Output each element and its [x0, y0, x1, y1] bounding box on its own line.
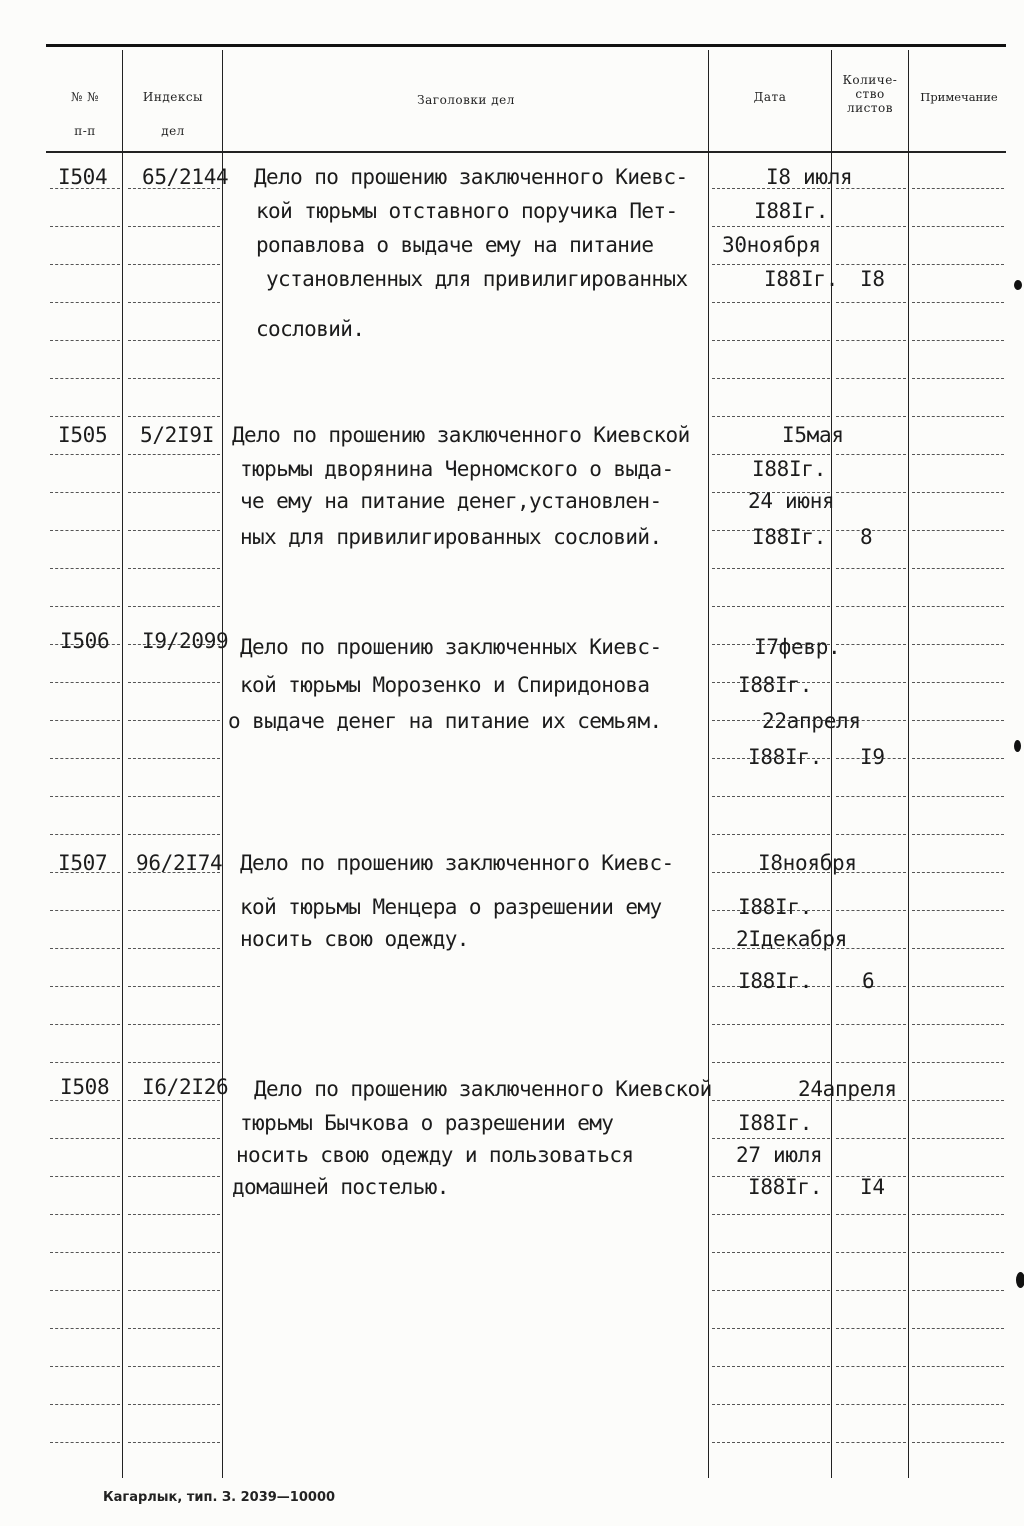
row-rule	[50, 416, 120, 417]
row-rule	[836, 644, 906, 645]
row-rule	[712, 1252, 830, 1253]
row-rule	[128, 340, 220, 341]
entry-number: I506	[60, 629, 110, 653]
column-divider	[708, 50, 709, 1478]
row-rule	[128, 416, 220, 417]
row-rule	[128, 1214, 220, 1215]
row-rule	[128, 834, 220, 835]
entry-date: I88Iг.	[748, 745, 823, 769]
row-rule	[912, 986, 1004, 987]
row-rule	[50, 264, 120, 265]
row-rule	[50, 1138, 120, 1139]
entry-date: I88Iг.	[738, 673, 813, 697]
row-rule	[712, 834, 830, 835]
entry-date: I88Iг.	[738, 1111, 813, 1135]
row-rule	[912, 188, 1004, 189]
header-notes: Примечание	[920, 90, 998, 104]
entry-title-line: кой тюрьмы Морозенко и Спиридонова	[240, 673, 650, 697]
row-rule	[50, 1214, 120, 1215]
column-divider	[122, 50, 123, 1478]
column-divider	[908, 50, 909, 1478]
scan-mark	[1014, 280, 1022, 290]
row-rule	[712, 1062, 830, 1063]
row-rule	[128, 1176, 220, 1177]
row-rule	[50, 910, 120, 911]
row-rule	[836, 1404, 906, 1405]
row-rule	[712, 1214, 830, 1215]
row-rule	[912, 1100, 1004, 1101]
row-rule	[912, 910, 1004, 911]
row-rule	[912, 264, 1004, 265]
row-rule	[912, 644, 1004, 645]
header-sheet-count: Количе- ство листов	[842, 73, 898, 115]
row-rule	[128, 264, 220, 265]
entry-index: 5/2I9I	[140, 423, 215, 447]
row-rule	[912, 1328, 1004, 1329]
entry-title-line: тюрьмы Бычкова о разрешении ему	[240, 1111, 614, 1135]
row-rule	[712, 606, 830, 607]
row-rule	[912, 568, 1004, 569]
row-rule	[912, 302, 1004, 303]
row-rule	[836, 1328, 906, 1329]
row-rule	[50, 1442, 120, 1443]
row-rule	[50, 454, 120, 455]
entry-title-line: ных для привилигированных сословий.	[240, 525, 662, 549]
row-rule	[712, 340, 830, 341]
row-rule	[912, 1062, 1004, 1063]
row-rule	[912, 1024, 1004, 1025]
row-rule	[128, 378, 220, 379]
entry-title-line: Дело по прошению заключенного Киевской	[254, 1077, 712, 1101]
entry-date: I5мая	[782, 423, 844, 447]
entry-number: I508	[60, 1075, 110, 1099]
row-rule	[712, 1328, 830, 1329]
row-rule	[128, 530, 220, 531]
row-rule	[836, 378, 906, 379]
entry-title-line: установленных для привилигированных	[266, 267, 688, 291]
entry-title-line: Дело по прошению заключенного Киевс-	[254, 165, 688, 189]
row-rule	[50, 758, 120, 759]
row-rule	[836, 492, 906, 493]
row-rule	[836, 1442, 906, 1443]
entry-date: I8 июля	[766, 165, 853, 189]
header-titles: Заголовки дел	[417, 93, 515, 107]
row-rule	[712, 1290, 830, 1291]
row-rule	[50, 1404, 120, 1405]
row-rule	[836, 910, 906, 911]
entry-title-line: че ему на питание денег,установлен-	[240, 489, 662, 513]
row-rule	[912, 682, 1004, 683]
entry-date: 24 июня	[748, 489, 835, 513]
entry-index: 65/2144	[142, 165, 229, 189]
entry-title-line: ропавлова о выдаче ему на питание	[256, 233, 654, 257]
header-num: № № п-п	[70, 90, 100, 138]
row-rule	[912, 1176, 1004, 1177]
row-rule	[50, 226, 120, 227]
entry-date: 2Iдекабря	[736, 927, 848, 951]
row-rule	[50, 302, 120, 303]
row-rule	[836, 1062, 906, 1063]
top-rule	[46, 44, 1006, 47]
row-rule	[128, 1290, 220, 1291]
row-rule	[712, 568, 830, 569]
row-rule	[712, 416, 830, 417]
scan-mark	[1016, 1272, 1024, 1288]
row-rule	[712, 378, 830, 379]
row-rule	[912, 378, 1004, 379]
row-rule	[836, 606, 906, 607]
row-rule	[50, 834, 120, 835]
row-rule	[128, 1062, 220, 1063]
row-rule	[912, 606, 1004, 607]
column-divider	[222, 50, 223, 1478]
entry-date: I88Iг.	[738, 969, 813, 993]
entry-number: I505	[58, 423, 108, 447]
entry-number: I504	[58, 165, 108, 189]
row-rule	[912, 834, 1004, 835]
row-rule	[50, 796, 120, 797]
entry-date: I88Iг.	[752, 457, 827, 481]
row-rule	[50, 1328, 120, 1329]
row-rule	[128, 948, 220, 949]
row-rule	[128, 1442, 220, 1443]
entry-sheet-count: 6	[862, 969, 875, 993]
row-rule	[50, 682, 120, 683]
entry-index: I6/2I26	[142, 1075, 229, 1099]
row-rule	[912, 1366, 1004, 1367]
header-index: Индексы дел	[142, 90, 204, 138]
row-rule	[128, 606, 220, 607]
row-rule	[50, 568, 120, 569]
row-rule	[128, 1024, 220, 1025]
row-rule	[50, 720, 120, 721]
entry-date: 30ноября	[722, 233, 821, 257]
row-rule	[50, 1252, 120, 1253]
row-rule	[128, 910, 220, 911]
entry-title-line: домашней постелью.	[232, 1175, 449, 1199]
row-rule	[50, 1062, 120, 1063]
printer-footer: Кагарлык, тип. З. 2039—10000	[103, 1490, 336, 1505]
row-rule	[836, 454, 906, 455]
row-rule	[912, 872, 1004, 873]
row-rule	[836, 682, 906, 683]
row-rule	[836, 1290, 906, 1291]
entry-date: 27 июля	[736, 1143, 823, 1167]
entry-title-line: Дело по прошению заключенных Киевс-	[240, 635, 662, 659]
entry-title-line: носить свою одежду.	[240, 927, 469, 951]
entry-title-line: сословий.	[256, 317, 365, 341]
entry-date: 22апреля	[762, 709, 861, 733]
row-rule	[50, 492, 120, 493]
row-rule	[128, 796, 220, 797]
row-rule	[836, 302, 906, 303]
row-rule	[836, 226, 906, 227]
row-rule	[912, 492, 1004, 493]
row-rule	[912, 948, 1004, 949]
row-rule	[912, 1404, 1004, 1405]
row-rule	[912, 340, 1004, 341]
row-rule	[50, 948, 120, 949]
row-rule	[836, 340, 906, 341]
row-rule	[912, 1290, 1004, 1291]
row-rule	[912, 720, 1004, 721]
row-rule	[836, 1366, 906, 1367]
row-rule	[912, 530, 1004, 531]
header-rule	[46, 151, 1006, 153]
row-rule	[50, 606, 120, 607]
row-rule	[912, 1138, 1004, 1139]
row-rule	[128, 758, 220, 759]
row-rule	[128, 492, 220, 493]
entry-sheet-count: I8	[860, 267, 885, 291]
entry-date: I7февр.	[754, 635, 841, 659]
row-rule	[712, 1024, 830, 1025]
row-rule	[836, 416, 906, 417]
row-rule	[712, 302, 830, 303]
row-rule	[912, 1442, 1004, 1443]
header-date: Дата	[753, 90, 787, 104]
row-rule	[712, 1404, 830, 1405]
scan-mark	[1014, 740, 1021, 752]
row-rule	[712, 1442, 830, 1443]
row-rule	[50, 1366, 120, 1367]
row-rule	[128, 1328, 220, 1329]
row-rule	[912, 416, 1004, 417]
entry-date: I88Iг.	[748, 1175, 823, 1199]
entry-date: I88Iг.	[738, 895, 813, 919]
row-rule	[128, 1366, 220, 1367]
entry-index: I9/2099	[142, 629, 229, 653]
entry-title-line: носить свою одежду и пользоваться	[236, 1143, 634, 1167]
row-rule	[912, 1214, 1004, 1215]
entry-sheet-count: I4	[860, 1175, 885, 1199]
row-rule	[836, 1214, 906, 1215]
entry-title-line: Дело по прошению заключенного Киевс-	[240, 851, 674, 875]
row-rule	[128, 568, 220, 569]
entry-date: I88Iг.	[764, 267, 839, 291]
row-rule	[836, 1252, 906, 1253]
row-rule	[128, 986, 220, 987]
row-rule	[912, 758, 1004, 759]
row-rule	[50, 340, 120, 341]
entry-title-line: кой тюрьмы отставного поручика Пет-	[256, 199, 678, 223]
entry-sheet-count: I9	[860, 745, 885, 769]
row-rule	[128, 302, 220, 303]
row-rule	[912, 226, 1004, 227]
row-rule	[128, 1252, 220, 1253]
entry-date: I88Iг.	[752, 525, 827, 549]
entry-title-line: Дело по прошению заключенного Киевской	[232, 423, 690, 447]
row-rule	[712, 796, 830, 797]
row-rule	[128, 226, 220, 227]
row-rule	[912, 454, 1004, 455]
row-rule	[912, 1252, 1004, 1253]
row-rule	[50, 530, 120, 531]
entry-title-line: кой тюрьмы Менцера о разрешении ему	[240, 895, 662, 919]
row-rule	[836, 796, 906, 797]
entry-index: 96/2I74	[136, 851, 223, 875]
entry-number: I507	[58, 851, 108, 875]
row-rule	[50, 986, 120, 987]
row-rule	[836, 568, 906, 569]
entry-title-line: о выдаче денег на питание их семьям.	[228, 709, 662, 733]
row-rule	[712, 1366, 830, 1367]
row-rule	[50, 1176, 120, 1177]
entry-date: I88Iг.	[754, 199, 829, 223]
row-rule	[128, 1138, 220, 1139]
row-rule	[712, 1138, 830, 1139]
row-rule	[128, 720, 220, 721]
entry-date: I8ноября	[758, 851, 857, 875]
row-rule	[836, 1138, 906, 1139]
row-rule	[128, 454, 220, 455]
entry-date: 24апреля	[798, 1077, 897, 1101]
entry-title-line: тюрьмы дворянина Черномского о выда-	[240, 457, 674, 481]
row-rule	[128, 682, 220, 683]
row-rule	[50, 378, 120, 379]
row-rule	[912, 796, 1004, 797]
row-rule	[50, 1290, 120, 1291]
entry-sheet-count: 8	[860, 525, 873, 549]
row-rule	[836, 1024, 906, 1025]
row-rule	[50, 1024, 120, 1025]
row-rule	[836, 834, 906, 835]
row-rule	[128, 1404, 220, 1405]
row-rule	[712, 226, 830, 227]
